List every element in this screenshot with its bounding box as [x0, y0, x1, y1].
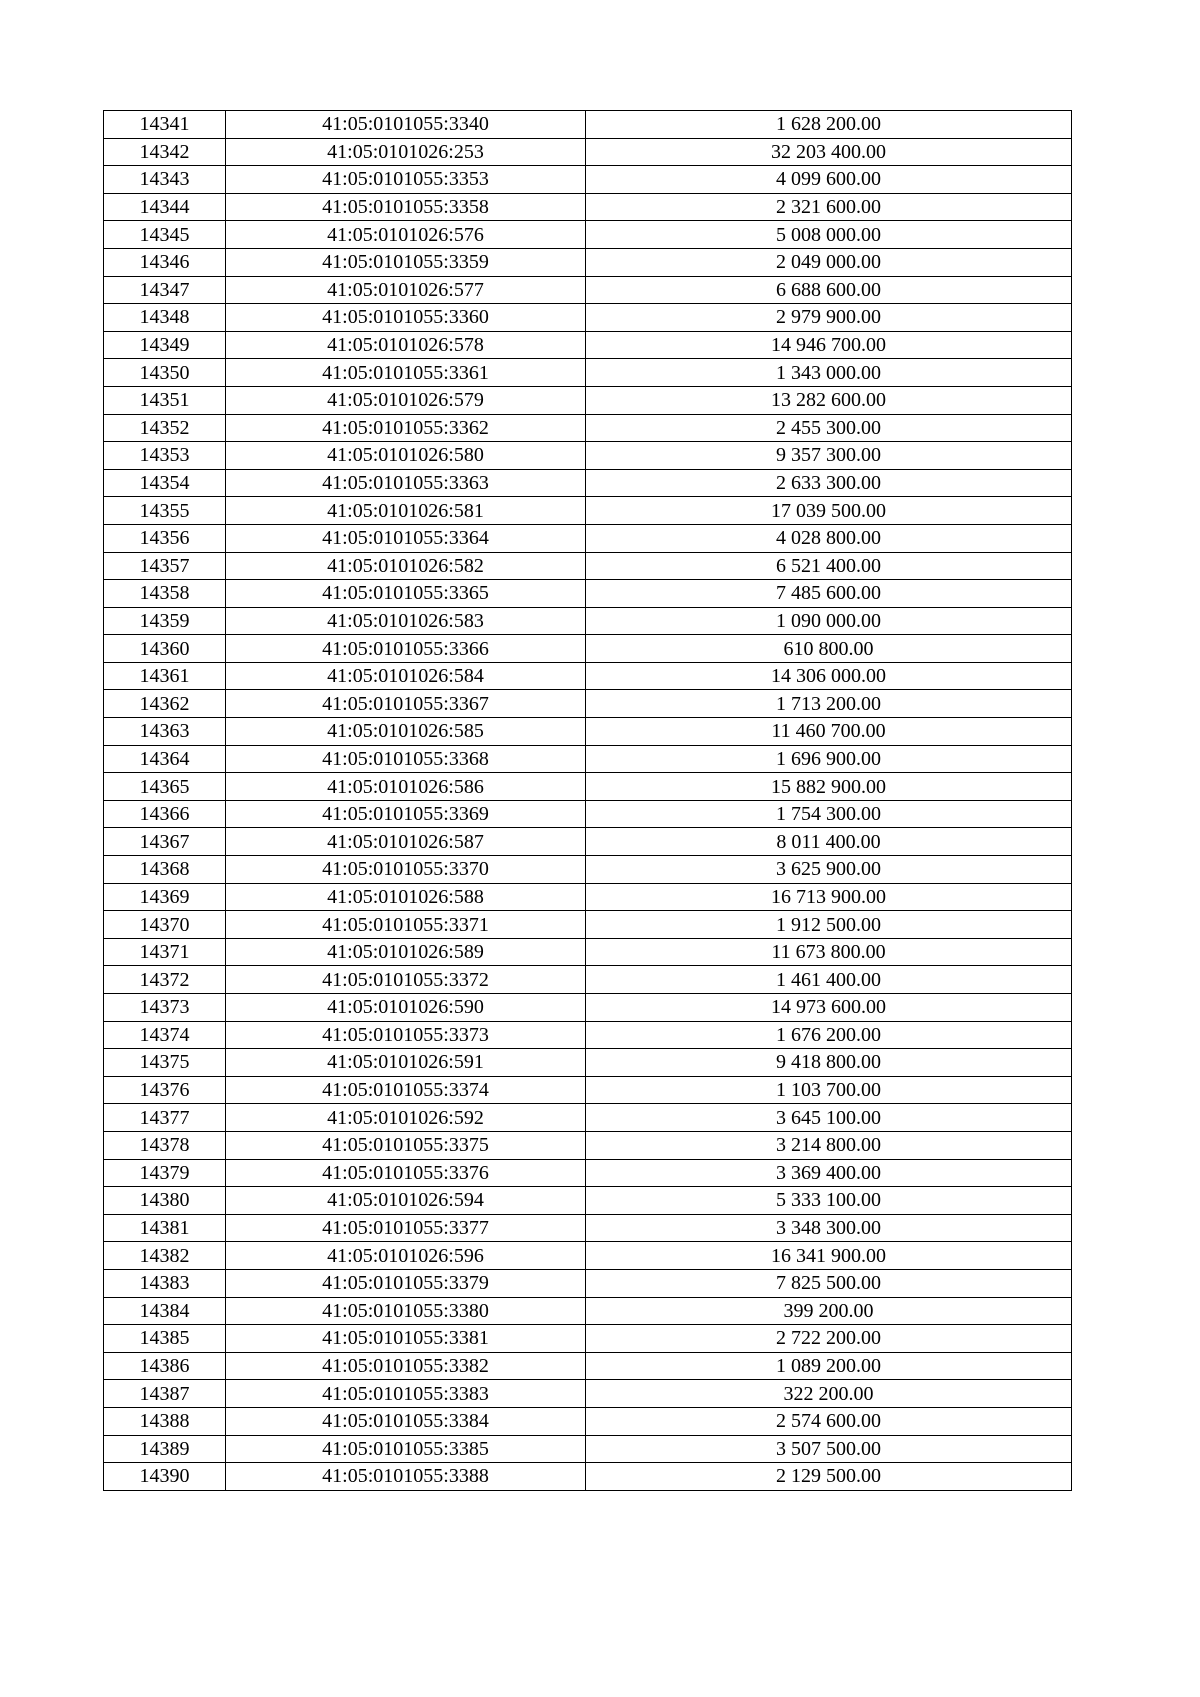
table-row	[104, 111, 1072, 139]
table-row	[104, 166, 1072, 194]
table-row	[104, 883, 1072, 911]
cadastral-value-cell: 1 912 500.00	[586, 911, 1072, 939]
cadastral-number-cell: 41:05:0101026:596	[226, 1242, 586, 1270]
table-row	[104, 966, 1072, 994]
table-row	[104, 442, 1072, 470]
cadastral-number-cell: 41:05:0101055:3373	[226, 1021, 586, 1049]
cadastral-number-cell: 41:05:0101055:3372	[226, 966, 586, 994]
cadastral-number-cell: 41:05:0101026:581	[226, 497, 586, 525]
row-number-cell: 14368	[104, 856, 226, 884]
row-number-cell: 14389	[104, 1435, 226, 1463]
cadastral-number-cell: 41:05:0101055:3360	[226, 304, 586, 332]
row-number-cell: 14362	[104, 690, 226, 718]
row-number-cell: 14356	[104, 524, 226, 552]
cadastral-value-cell: 2 321 600.00	[586, 193, 1072, 221]
row-number-cell: 14348	[104, 304, 226, 332]
cadastral-value-cell: 1 676 200.00	[586, 1021, 1072, 1049]
cadastral-number-cell: 41:05:0101055:3369	[226, 800, 586, 828]
cadastral-value-cell: 11 673 800.00	[586, 938, 1072, 966]
row-number-cell: 14343	[104, 166, 226, 194]
cadastral-value-cell: 2 574 600.00	[586, 1407, 1072, 1435]
row-number-cell: 14369	[104, 883, 226, 911]
row-number-cell: 14378	[104, 1131, 226, 1159]
row-number-cell: 14347	[104, 276, 226, 304]
cadastral-value-cell: 16 713 900.00	[586, 883, 1072, 911]
cadastral-number-cell: 41:05:0101055:3380	[226, 1297, 586, 1325]
row-number-cell: 14352	[104, 414, 226, 442]
row-number-cell: 14373	[104, 994, 226, 1022]
cadastral-number-cell: 41:05:0101055:3363	[226, 469, 586, 497]
row-number-cell: 14353	[104, 442, 226, 470]
cadastral-number-cell: 41:05:0101026:578	[226, 331, 586, 359]
cadastral-number-cell: 41:05:0101026:580	[226, 442, 586, 470]
cadastral-value-cell: 610 800.00	[586, 635, 1072, 663]
table-row	[104, 221, 1072, 249]
cadastral-number-cell: 41:05:0101026:587	[226, 828, 586, 856]
cadastral-number-cell: 41:05:0101055:3379	[226, 1269, 586, 1297]
table-row	[104, 1380, 1072, 1408]
cadastral-value-cell: 2 979 900.00	[586, 304, 1072, 332]
row-number-cell: 14357	[104, 552, 226, 580]
table-row	[104, 138, 1072, 166]
row-number-cell: 14342	[104, 138, 226, 166]
cadastral-number-cell: 41:05:0101026:592	[226, 1104, 586, 1132]
cadastral-value-cell: 3 214 800.00	[586, 1131, 1072, 1159]
table-row	[104, 1214, 1072, 1242]
cadastral-value-cell: 3 369 400.00	[586, 1159, 1072, 1187]
cadastral-value-cell: 5 333 100.00	[586, 1187, 1072, 1215]
row-number-cell: 14386	[104, 1352, 226, 1380]
row-number-cell: 14358	[104, 580, 226, 608]
cadastral-value-cell: 3 645 100.00	[586, 1104, 1072, 1132]
cadastral-number-cell: 41:05:0101055:3361	[226, 359, 586, 387]
cadastral-number-cell: 41:05:0101055:3381	[226, 1325, 586, 1353]
row-number-cell: 14367	[104, 828, 226, 856]
cadastral-number-cell: 41:05:0101026:588	[226, 883, 586, 911]
cadastral-number-cell: 41:05:0101055:3383	[226, 1380, 586, 1408]
table-row	[104, 1187, 1072, 1215]
cadastral-number-cell: 41:05:0101055:3388	[226, 1463, 586, 1491]
cadastral-value-cell: 1 103 700.00	[586, 1076, 1072, 1104]
cadastral-value-cell: 2 633 300.00	[586, 469, 1072, 497]
row-number-cell: 14341	[104, 111, 226, 139]
row-number-cell: 14372	[104, 966, 226, 994]
cadastral-number-cell: 41:05:0101026:582	[226, 552, 586, 580]
row-number-cell: 14382	[104, 1242, 226, 1270]
row-number-cell: 14351	[104, 386, 226, 414]
row-number-cell: 14355	[104, 497, 226, 525]
table-row	[104, 1352, 1072, 1380]
cadastral-value-cell: 17 039 500.00	[586, 497, 1072, 525]
cadastral-value-cell: 6 521 400.00	[586, 552, 1072, 580]
cadastral-number-cell: 41:05:0101055:3382	[226, 1352, 586, 1380]
table-row	[104, 1076, 1072, 1104]
cadastral-value-cell: 16 341 900.00	[586, 1242, 1072, 1270]
table-body	[104, 111, 1072, 1491]
cadastral-value-cell: 9 418 800.00	[586, 1049, 1072, 1077]
table-row	[104, 1269, 1072, 1297]
cadastral-value-table	[103, 110, 1072, 1491]
cadastral-value-cell: 6 688 600.00	[586, 276, 1072, 304]
row-number-cell: 14349	[104, 331, 226, 359]
cadastral-number-cell: 41:05:0101026:591	[226, 1049, 586, 1077]
cadastral-value-cell: 4 099 600.00	[586, 166, 1072, 194]
cadastral-number-cell: 41:05:0101055:3375	[226, 1131, 586, 1159]
row-number-cell: 14361	[104, 662, 226, 690]
cadastral-value-cell: 15 882 900.00	[586, 773, 1072, 801]
cadastral-number-cell: 41:05:0101026:253	[226, 138, 586, 166]
row-number-cell: 14385	[104, 1325, 226, 1353]
table-row	[104, 524, 1072, 552]
row-number-cell: 14366	[104, 800, 226, 828]
cadastral-number-cell: 41:05:0101055:3374	[226, 1076, 586, 1104]
row-number-cell: 14383	[104, 1269, 226, 1297]
row-number-cell: 14345	[104, 221, 226, 249]
table-row	[104, 331, 1072, 359]
table-row	[104, 662, 1072, 690]
cadastral-value-cell: 9 357 300.00	[586, 442, 1072, 470]
cadastral-value-cell: 14 946 700.00	[586, 331, 1072, 359]
cadastral-value-cell: 1 089 200.00	[586, 1352, 1072, 1380]
row-number-cell: 14350	[104, 359, 226, 387]
cadastral-number-cell: 41:05:0101055:3362	[226, 414, 586, 442]
cadastral-value-cell: 7 485 600.00	[586, 580, 1072, 608]
table-row	[104, 1297, 1072, 1325]
table-row	[104, 580, 1072, 608]
cadastral-number-cell: 41:05:0101026:585	[226, 718, 586, 746]
cadastral-value-cell: 1 461 400.00	[586, 966, 1072, 994]
table-row	[104, 469, 1072, 497]
row-number-cell: 14374	[104, 1021, 226, 1049]
cadastral-value-cell: 3 507 500.00	[586, 1435, 1072, 1463]
table-row	[104, 248, 1072, 276]
cadastral-value-cell: 2 129 500.00	[586, 1463, 1072, 1491]
cadastral-value-cell: 1 343 000.00	[586, 359, 1072, 387]
table-row	[104, 386, 1072, 414]
cadastral-value-cell: 8 011 400.00	[586, 828, 1072, 856]
table-row	[104, 414, 1072, 442]
table-row	[104, 828, 1072, 856]
cadastral-value-cell: 1 090 000.00	[586, 607, 1072, 635]
row-number-cell: 14380	[104, 1187, 226, 1215]
cadastral-number-cell: 41:05:0101055:3370	[226, 856, 586, 884]
cadastral-number-cell: 41:05:0101055:3353	[226, 166, 586, 194]
cadastral-number-cell: 41:05:0101026:576	[226, 221, 586, 249]
cadastral-number-cell: 41:05:0101055:3377	[226, 1214, 586, 1242]
table-row	[104, 607, 1072, 635]
row-number-cell: 14387	[104, 1380, 226, 1408]
table-row	[104, 276, 1072, 304]
cadastral-number-cell: 41:05:0101026:586	[226, 773, 586, 801]
cadastral-value-cell: 32 203 400.00	[586, 138, 1072, 166]
cadastral-number-cell: 41:05:0101055:3385	[226, 1435, 586, 1463]
table-row	[104, 800, 1072, 828]
cadastral-value-cell: 2 049 000.00	[586, 248, 1072, 276]
cadastral-number-cell: 41:05:0101055:3376	[226, 1159, 586, 1187]
cadastral-number-cell: 41:05:0101055:3366	[226, 635, 586, 663]
cadastral-value-cell: 13 282 600.00	[586, 386, 1072, 414]
cadastral-number-cell: 41:05:0101026:579	[226, 386, 586, 414]
cadastral-value-cell: 7 825 500.00	[586, 1269, 1072, 1297]
row-number-cell: 14363	[104, 718, 226, 746]
cadastral-value-cell: 3 625 900.00	[586, 856, 1072, 884]
cadastral-number-cell: 41:05:0101055:3364	[226, 524, 586, 552]
table-row	[104, 1463, 1072, 1491]
table-row	[104, 552, 1072, 580]
cadastral-number-cell: 41:05:0101026:594	[226, 1187, 586, 1215]
table-row	[104, 193, 1072, 221]
cadastral-number-cell: 41:05:0101026:590	[226, 994, 586, 1022]
row-number-cell: 14379	[104, 1159, 226, 1187]
row-number-cell: 14384	[104, 1297, 226, 1325]
row-number-cell: 14375	[104, 1049, 226, 1077]
table-row	[104, 856, 1072, 884]
cadastral-value-cell: 1 696 900.00	[586, 745, 1072, 773]
cadastral-value-cell: 2 455 300.00	[586, 414, 1072, 442]
cadastral-number-cell: 41:05:0101026:583	[226, 607, 586, 635]
cadastral-value-cell: 2 722 200.00	[586, 1325, 1072, 1353]
row-number-cell: 14371	[104, 938, 226, 966]
row-number-cell: 14354	[104, 469, 226, 497]
table-row	[104, 1242, 1072, 1270]
table-row	[104, 497, 1072, 525]
cadastral-value-cell: 322 200.00	[586, 1380, 1072, 1408]
row-number-cell: 14376	[104, 1076, 226, 1104]
row-number-cell: 14370	[104, 911, 226, 939]
cadastral-number-cell: 41:05:0101055:3340	[226, 111, 586, 139]
cadastral-number-cell: 41:05:0101055:3358	[226, 193, 586, 221]
table-row	[104, 359, 1072, 387]
row-number-cell: 14359	[104, 607, 226, 635]
table-row	[104, 938, 1072, 966]
table-row	[104, 1021, 1072, 1049]
cadastral-number-cell: 41:05:0101055:3368	[226, 745, 586, 773]
cadastral-number-cell: 41:05:0101026:584	[226, 662, 586, 690]
cadastral-number-cell: 41:05:0101055:3371	[226, 911, 586, 939]
cadastral-number-cell: 41:05:0101026:589	[226, 938, 586, 966]
cadastral-number-cell: 41:05:0101026:577	[226, 276, 586, 304]
row-number-cell: 14365	[104, 773, 226, 801]
cadastral-value-cell: 11 460 700.00	[586, 718, 1072, 746]
cadastral-value-cell: 14 973 600.00	[586, 994, 1072, 1022]
cadastral-value-cell: 1 713 200.00	[586, 690, 1072, 718]
cadastral-value-cell: 3 348 300.00	[586, 1214, 1072, 1242]
row-number-cell: 14346	[104, 248, 226, 276]
row-number-cell: 14364	[104, 745, 226, 773]
table-row	[104, 745, 1072, 773]
row-number-cell: 14390	[104, 1463, 226, 1491]
cadastral-value-cell: 1 628 200.00	[586, 111, 1072, 139]
table-row	[104, 1159, 1072, 1187]
cadastral-number-cell: 41:05:0101055:3367	[226, 690, 586, 718]
table-row	[104, 773, 1072, 801]
table-row	[104, 1325, 1072, 1353]
table-row	[104, 635, 1072, 663]
cadastral-value-cell: 399 200.00	[586, 1297, 1072, 1325]
row-number-cell: 14377	[104, 1104, 226, 1132]
cadastral-value-cell: 14 306 000.00	[586, 662, 1072, 690]
row-number-cell: 14360	[104, 635, 226, 663]
row-number-cell: 14381	[104, 1214, 226, 1242]
cadastral-number-cell: 41:05:0101055:3365	[226, 580, 586, 608]
table-row	[104, 1131, 1072, 1159]
cadastral-value-cell: 4 028 800.00	[586, 524, 1072, 552]
cadastral-number-cell: 41:05:0101055:3359	[226, 248, 586, 276]
table-row	[104, 690, 1072, 718]
table-row	[104, 994, 1072, 1022]
table-row	[104, 304, 1072, 332]
cadastral-number-cell: 41:05:0101055:3384	[226, 1407, 586, 1435]
row-number-cell: 14344	[104, 193, 226, 221]
table-row	[104, 911, 1072, 939]
table-row	[104, 1104, 1072, 1132]
table-row	[104, 718, 1072, 746]
cadastral-value-cell: 1 754 300.00	[586, 800, 1072, 828]
cadastral-value-cell: 5 008 000.00	[586, 221, 1072, 249]
row-number-cell: 14388	[104, 1407, 226, 1435]
table-row	[104, 1407, 1072, 1435]
table-row	[104, 1435, 1072, 1463]
table-row	[104, 1049, 1072, 1077]
